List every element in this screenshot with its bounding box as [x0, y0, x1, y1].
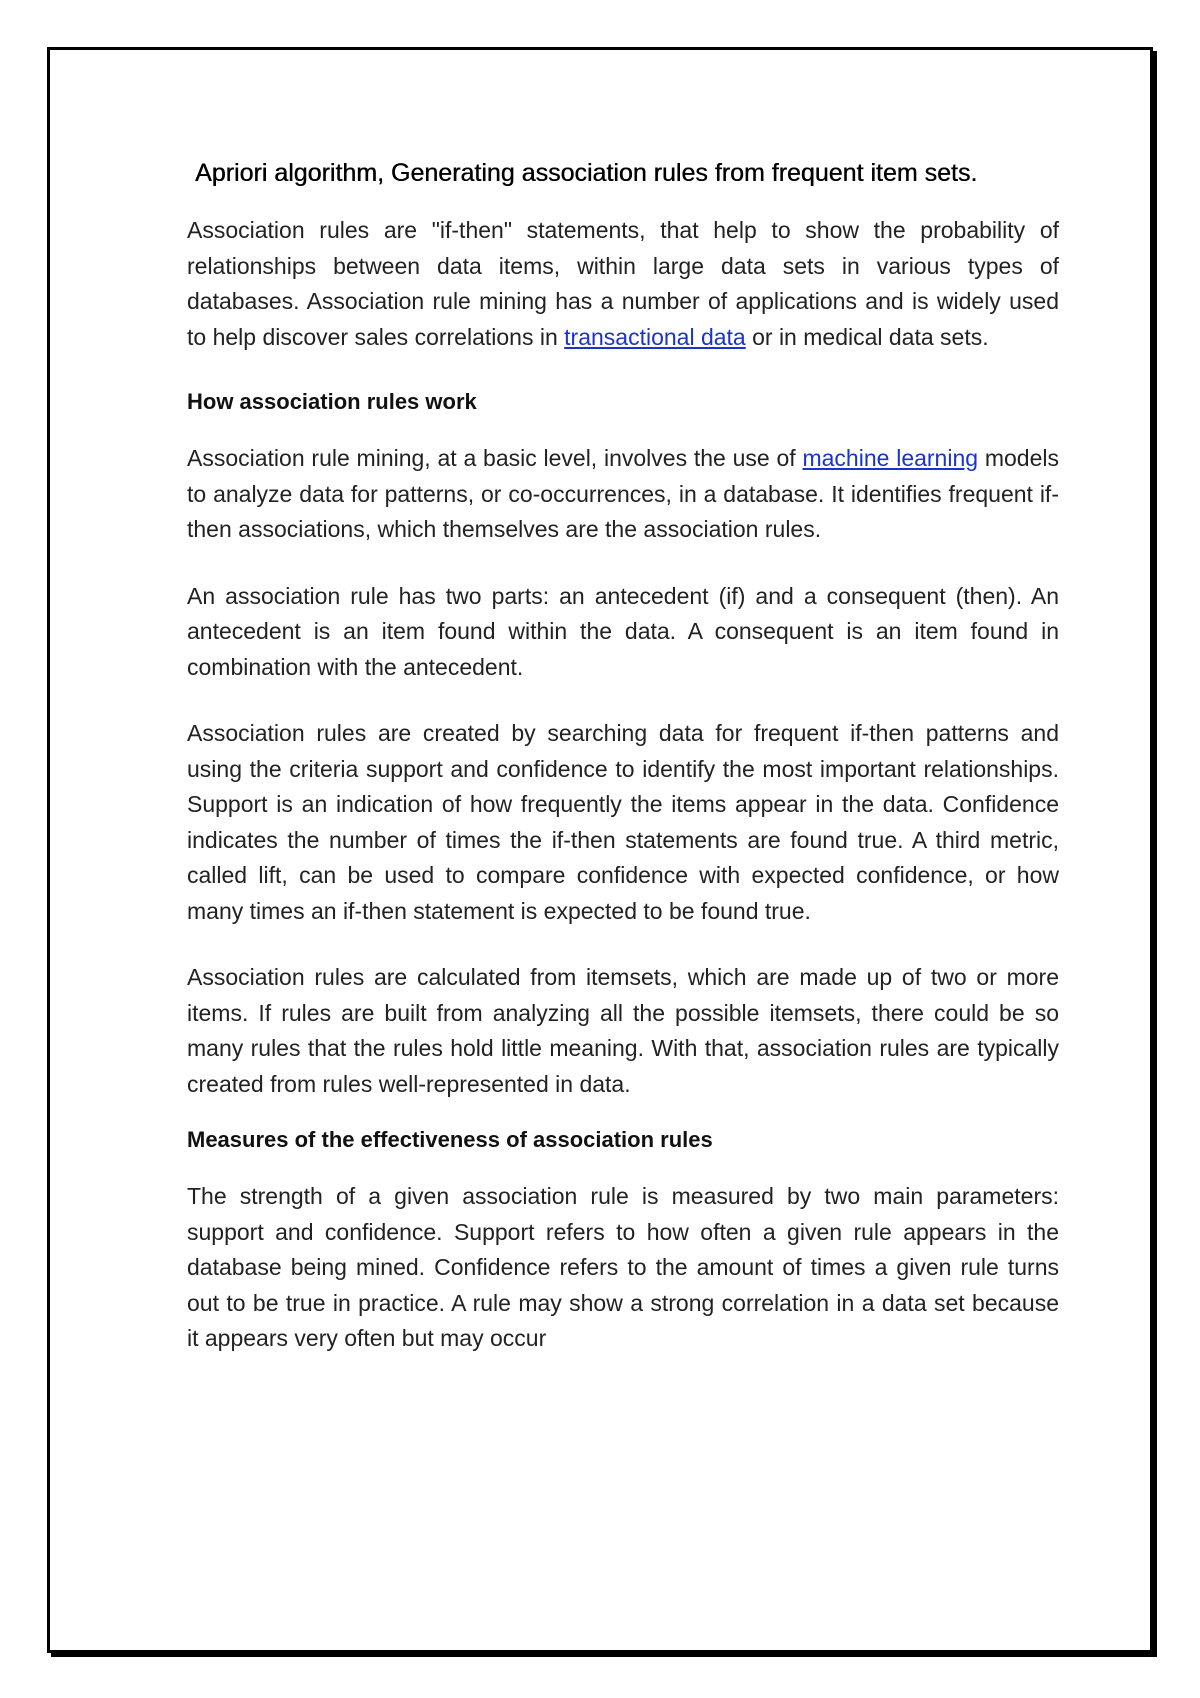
- section-heading-measures: Measures of the effectiveness of association rules: [187, 1127, 713, 1152]
- section1-p1-text-after-link: models to analyze data for patterns, or co-occurrences, in a database. It identifies frequent if-then associations, which themselves are the association rules.: [187, 445, 1059, 542]
- document-body: [187, 155, 1059, 1388]
- intro-text-before-link: Association rules are "if-then" statements, that help to show the probability of relationships between data items, within large data sets in various types of databases. Association rule mining has a number of applications and is widely used to help discover sales correlations in: [187, 217, 1059, 350]
- section1-p1-text-before-link: Association rule mining, at a basic level, involves the use of: [187, 445, 803, 471]
- document-title: [187, 155, 1059, 191]
- intro-text-after-link: or in medical data sets.: [745, 323, 989, 350]
- section1-paragraph-3: Association rules are created by searching data for frequent if-then patterns and using the criteria support and confidence to identify the most important relationships. Support is an indication of how frequently the items appear in the data. Confidence indicates the number of times the if-then statements are found true. A third metric, called lift, can be used to compare confidence with expected confidence, or how many times an if-then statement is expected to be found true.: [187, 720, 1059, 924]
- document-title-suffix: .: [970, 159, 978, 187]
- machine-learning-link[interactable]: machine learning: [802, 445, 979, 471]
- section-heading-how-rules-work: How association rules work: [187, 389, 477, 414]
- document-title-text: Apriori algorithm, Generating association rules from frequent item sets: [195, 159, 971, 187]
- section1-paragraph-1: [187, 441, 1059, 548]
- section1-paragraph-4: Association rules are calculated from itemsets, which are made up of two or more items. If rules are built from analyzing all the possible itemsets, there could be so many rules that the rules hold little meaning. With that, association rules are typically created from rules well-represented in data.: [187, 964, 1059, 1097]
- transactional-data-link[interactable]: transactional data: [564, 323, 746, 350]
- intro-paragraph: [187, 213, 1059, 355]
- section1-paragraph-2: An association rule has two parts: an antecedent (if) and a consequent (then). An antecedent is an item found within the data. A consequent is an item found in combination with the antecedent.: [187, 582, 1059, 680]
- section2-paragraph-1: The strength of a given association rule is measured by two main parameters: support and confidence. Support refers to how often a given rule appears in the database being mined. Confidence refers to the amount of times a given rule turns out to be true in practice. A rule may show a strong correlation in a data set because it appears very often but may occur: [187, 1183, 1059, 1351]
